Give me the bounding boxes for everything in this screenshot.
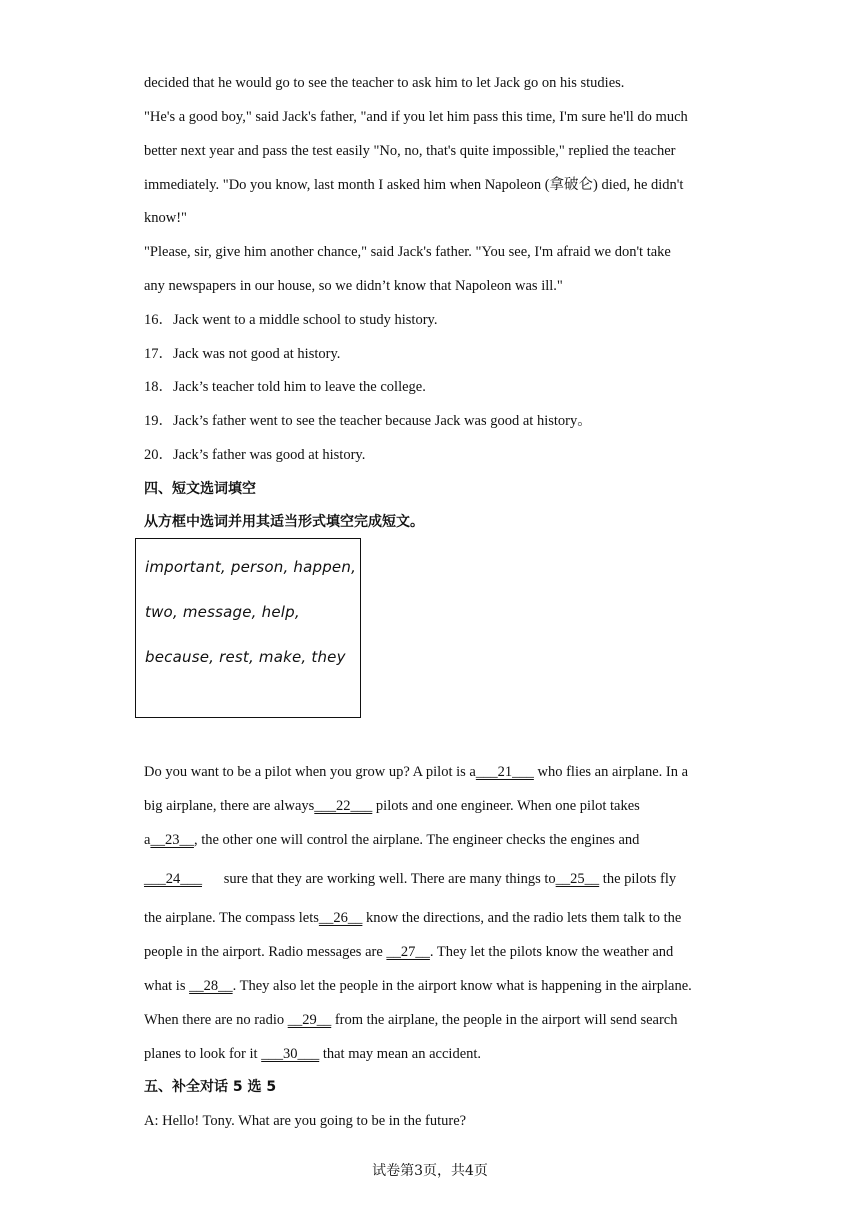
- section-4-instruction: 从方框中选词并用其适当形式填空完成短文。: [144, 514, 424, 530]
- statement-16: 16．Jack went to a middle school to study history.: [144, 312, 438, 328]
- statement-18: 18．Jack’s teacher told him to leave the college.: [144, 379, 426, 395]
- blank-30[interactable]: ___30___: [261, 1046, 320, 1062]
- cloze-line: big airplane, there are always___22___ pilots and one engineer. When one pilot takes: [144, 798, 640, 814]
- cloze-line: people in the airport. Radio messages are __27__. They let the pilots know the weather and: [144, 944, 674, 960]
- word-box-line: two, message, help,: [145, 603, 300, 621]
- dialogue-line: A: Hello! Tony. What are you going to be in the future?: [144, 1113, 467, 1129]
- passage-line: decided that he would go to see the teacher to ask him to let Jack go on his studies.: [144, 75, 625, 91]
- word-box-line: important, person, happen,: [145, 558, 357, 576]
- statement-17: 17．Jack was not good at history.: [144, 346, 341, 362]
- passage-line: immediately. "Do you know, last month I asked him when Napoleon (拿破仑) died, he didn't: [144, 177, 684, 193]
- passage-line: know!": [144, 210, 187, 226]
- cloze-line: a__23__, the other one will control the airplane. The engineer checks the engines and: [144, 832, 640, 848]
- blank-21[interactable]: ___21___: [475, 764, 534, 780]
- cloze-line: ___24___ sure that they are working well. There are many things to__25__ the pilots fly: [144, 871, 677, 887]
- cloze-line: the airplane. The compass lets__26__ know the directions, and the radio lets them talk to the: [144, 910, 682, 926]
- blank-25[interactable]: __25__: [555, 871, 600, 887]
- cloze-line: When there are no radio __29__ from the airplane, the people in the airport will send search: [144, 1012, 678, 1028]
- blank-29[interactable]: __29__: [287, 1012, 332, 1028]
- blank-27[interactable]: __27__: [386, 944, 430, 960]
- word-box-line: because, rest, make, they: [145, 648, 346, 666]
- word-box: [135, 538, 361, 718]
- cloze-line: planes to look for it ___30___ that may mean an accident.: [144, 1046, 482, 1062]
- blank-28[interactable]: __28__: [189, 978, 233, 994]
- blank-26[interactable]: __26__: [318, 910, 363, 926]
- statement-19: 19．Jack’s father went to see the teacher because Jack was good at history。: [144, 413, 592, 429]
- cloze-line: Do you want to be a pilot when you grow up? A pilot is a___21___ who flies an airplane. In a: [144, 764, 689, 780]
- statement-20: 20．Jack’s father was good at history.: [144, 447, 366, 463]
- section-5-heading: 五、补全对话 5 选 5: [144, 1079, 277, 1095]
- page-footer: 试卷第3页，共4页: [372, 1163, 488, 1179]
- section-4-heading: 四、短文选词填空: [144, 481, 256, 497]
- passage-line: "He's a good boy," said Jack's father, "and if you let him pass this time, I'm sure he'll do much: [144, 109, 688, 125]
- passage-line: "Please, sir, give him another chance," said Jack's father. "You see, I'm afraid we don't take: [144, 244, 671, 260]
- blank-23[interactable]: __23__: [150, 832, 194, 848]
- blank-22[interactable]: ___22___: [314, 798, 373, 814]
- blank-24[interactable]: ___24___: [144, 871, 202, 887]
- passage-line: better next year and pass the test easily "No, no, that's quite impossible," replied the teacher: [144, 143, 676, 159]
- cloze-line: what is __28__. They also let the people in the airport know what is happening in the airplane.: [144, 978, 692, 994]
- passage-line: any newspapers in our house, so we didn’t know that Napoleon was ill.": [144, 278, 563, 294]
